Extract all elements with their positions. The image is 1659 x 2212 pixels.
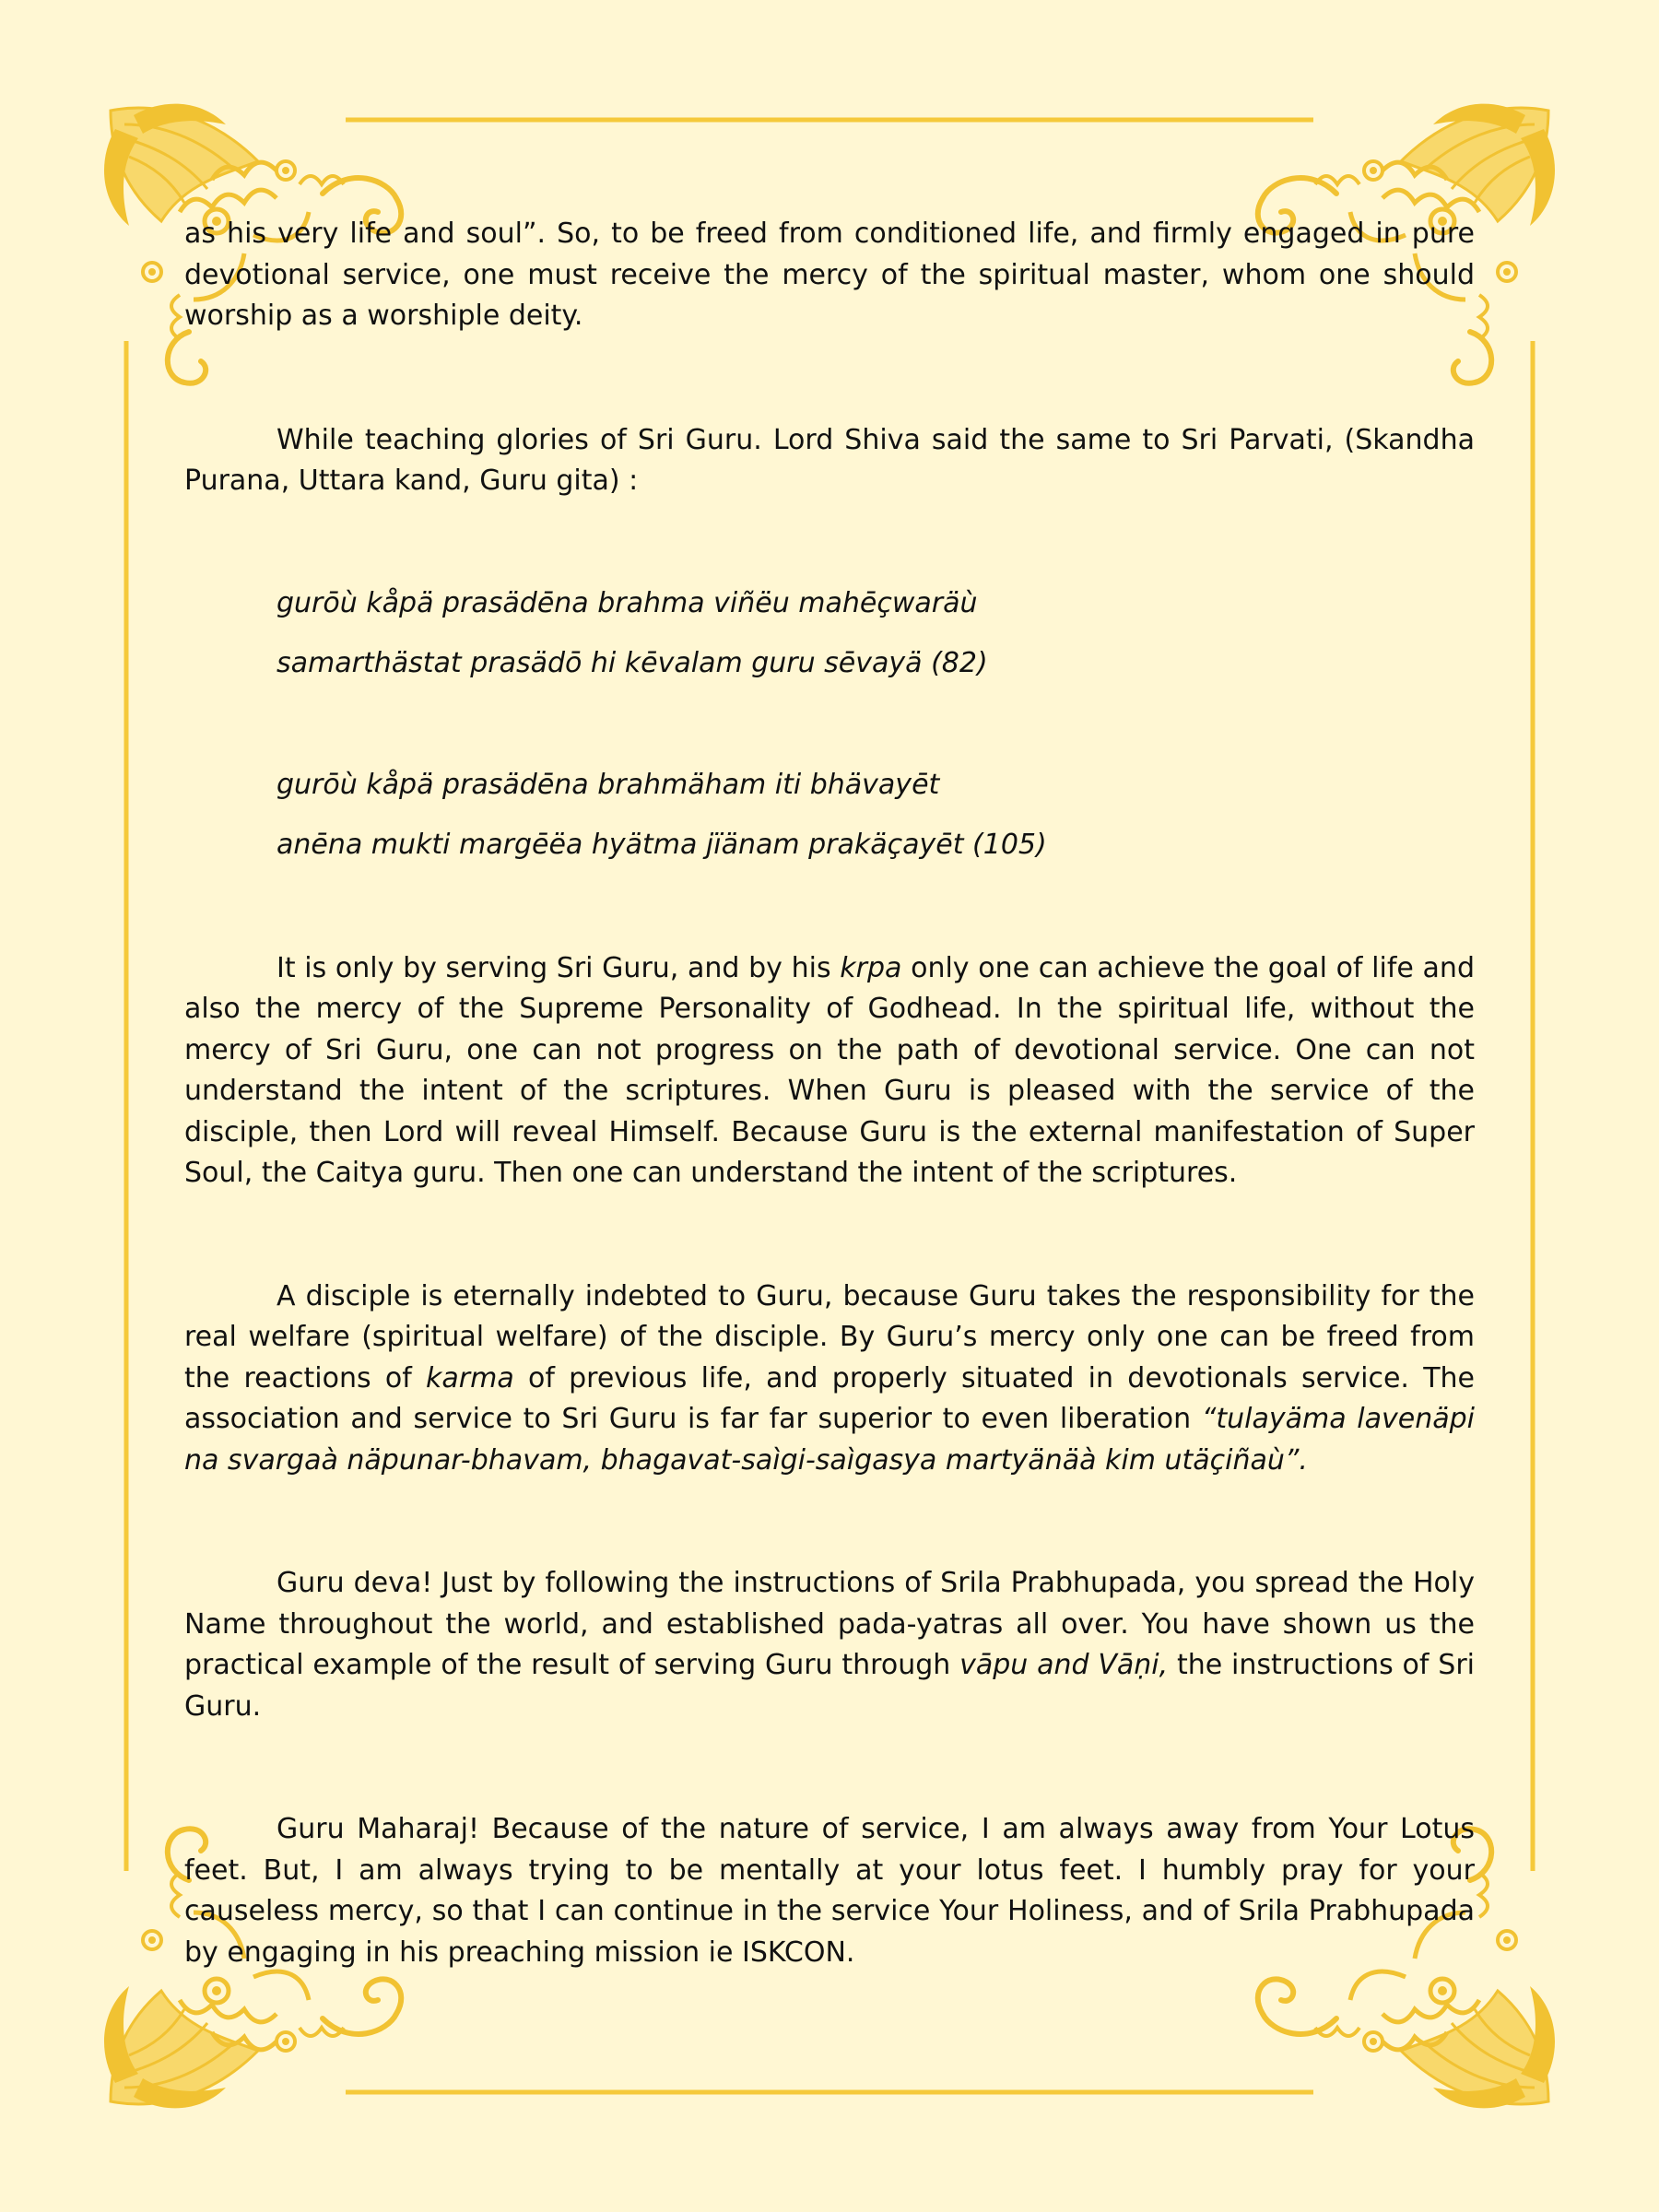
text-segment: the instructions of Sri Guru. [184,1649,1476,1723]
verse-105-line-2: anēna mukti margēëa hyätma jïänam prakäçayēt (105) [276,828,1047,861]
verse-105-line-1: gurōù kåpä prasädēna brahmäham iti bhävayēt [276,768,940,801]
paragraph-serving-guru [184,948,1475,1194]
verse-82 [184,583,1475,684]
italic-quote: “tulayäma lavenäpi na svargaà näpunar-bhavam, bhagavat-saìgi-saìgasya martyänäà kim utäçiñaù”. [184,1403,1475,1477]
text-segment: Guru deva! Just by following the instructions of Srila Prabhupada, you spread the Holy Name throughout the world, and established pada-yatras all over. You have shown us the practical example of the result of serving Guru through [184,1567,1475,1681]
text-segment: of previous life, and properly situated in devotionals service. The association and service to Sri Guru is far far superior to even liberation [184,1361,1475,1435]
verse-82-line-2: samarthästat prasädō hi kēvalam guru sēvayä (82) [276,646,988,679]
text-segment: only one can achieve the goal of life and also the mercy of the Supreme Personality of Godhead. In the spiritual life, without the mercy of Sri Guru, one can not progress on the path of devotional service. One can not understand the intent of the scriptures. When Guru is pleased with the service of the disciple, then Lord will reveal Himself. Because Guru is the external manifestation of Super Soul, the Caitya guru. Then one can understand the intent of the scriptures. [184,951,1475,1189]
paragraph-continuation: as his very life and soul”. So, to be freed from conditioned life, and firmly engaged in pure devotional service, one must receive the mercy of the spiritual master, whom one should worship as a worshiple deity. [184,218,1475,332]
verse-82-line-1: gurōù kåpä prasädēna brahma viñëu mahēçwaräù [276,586,978,619]
verse-105 [184,765,1475,865]
paragraph-guru-maharaj: Guru Maharaj! Because of the nature of service, I am always away from Your Lotus feet. But, I am always trying to be mentally at your lotus feet. I humbly pray for your causeless mercy, so that I can continue in the service Your Holiness, and of Srila Prabhupada by engaging in his preaching mission ie ISKCON. [184,1813,1475,1969]
italic-term: vāpu and Vāṇi, [959,1649,1169,1681]
page-body [184,214,1475,1973]
paragraph-disciple-indebted [184,1277,1475,1482]
italic-term: karma [426,1361,514,1394]
italic-term: krpa [840,951,902,984]
paragraph-shiva-parvati: While teaching glories of Sri Guru. Lord Shiva said the same to Sri Parvati, (Skandha Purana, Uttara kand, Guru gita) : [184,423,1475,497]
text-segment: A disciple is eternally indebted to Guru, because Guru takes the responsibility for the real welfare (spiritual welfare) of the disciple. By Guru’s mercy only one can be freed from the reactions of [184,1279,1475,1394]
paragraph-guru-deva [184,1563,1475,1727]
text-segment: It is only by serving Sri Guru, and by his [276,951,841,984]
